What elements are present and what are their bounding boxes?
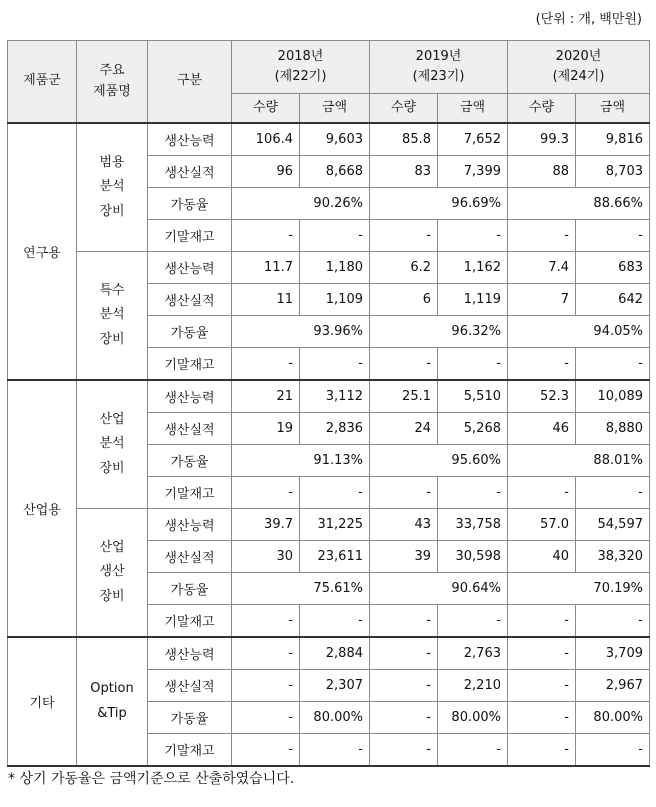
value-cell: - — [508, 220, 576, 252]
header-amount: 금액 — [300, 94, 370, 124]
row-label: 가동율 — [148, 702, 232, 734]
value-cell: 99.3 — [508, 123, 576, 156]
value-cell: 2,307 — [300, 670, 370, 702]
value-cell: 8,880 — [576, 413, 650, 445]
value-cell: 7,399 — [438, 156, 508, 188]
value-cell: 38,320 — [576, 541, 650, 573]
table-row — [8, 123, 650, 156]
value-cell: - — [508, 477, 576, 509]
value-cell: 2,884 — [300, 637, 370, 670]
row-label: 기말재고 — [148, 477, 232, 509]
header-qty: 수량 — [370, 94, 438, 124]
value-cell: - — [438, 348, 508, 381]
value-cell: 88 — [508, 156, 576, 188]
value-cell: 8,703 — [576, 156, 650, 188]
utilization-cell: 96.32% — [370, 316, 508, 348]
value-cell: 6 — [370, 284, 438, 316]
unit-note: (단위 : 개, 백만원) — [535, 12, 642, 27]
product-group: 기타 — [8, 637, 77, 766]
row-label: 기말재고 — [148, 734, 232, 767]
value-cell: 21 — [232, 380, 300, 413]
utilization-cell: 91.13% — [232, 445, 370, 477]
value-cell: - — [576, 220, 650, 252]
row-label: 가동율 — [148, 573, 232, 605]
value-cell: 80.00% — [300, 702, 370, 734]
row-label: 생산능력 — [148, 509, 232, 541]
row-label: 기말재고 — [148, 220, 232, 252]
value-cell: 8,668 — [300, 156, 370, 188]
value-cell: 96 — [232, 156, 300, 188]
value-cell: - — [576, 348, 650, 381]
value-cell: 39 — [370, 541, 438, 573]
value-cell: 40 — [508, 541, 576, 573]
header-amount: 금액 — [438, 94, 508, 124]
value-cell: 106.4 — [232, 123, 300, 156]
utilization-cell: 88.66% — [508, 188, 650, 220]
value-cell: - — [232, 605, 300, 638]
value-cell: - — [300, 605, 370, 638]
header-category: 구분 — [148, 41, 232, 124]
value-cell: 5,510 — [438, 380, 508, 413]
row-label: 생산능력 — [148, 637, 232, 670]
value-cell: 9,816 — [576, 123, 650, 156]
value-cell: 43 — [370, 509, 438, 541]
header-amount: 금액 — [576, 94, 650, 124]
product-group: 연구용 — [8, 123, 77, 380]
row-label: 기말재고 — [148, 348, 232, 381]
row-label: 가동율 — [148, 445, 232, 477]
value-cell: - — [300, 477, 370, 509]
value-cell: 39.7 — [232, 509, 300, 541]
product-group: 산업용 — [8, 380, 77, 637]
table-row — [8, 380, 650, 413]
header-year-2018: 2018년 (제22기) — [232, 41, 370, 94]
value-cell: - — [438, 605, 508, 638]
value-cell: - — [232, 220, 300, 252]
value-cell: - — [300, 734, 370, 767]
row-label: 생산능력 — [148, 123, 232, 156]
value-cell: - — [370, 605, 438, 638]
value-cell: 2,210 — [438, 670, 508, 702]
header-year-2019: 2019년 (제23기) — [370, 41, 508, 94]
value-cell: - — [576, 734, 650, 767]
value-cell: 1,180 — [300, 252, 370, 284]
value-cell: - — [576, 605, 650, 638]
value-cell: - — [232, 637, 300, 670]
header-product: 주요 제품명 — [77, 41, 148, 124]
value-cell: 7 — [508, 284, 576, 316]
header-group: 제품군 — [8, 41, 77, 124]
table-row — [8, 252, 650, 284]
value-cell: 6.2 — [370, 252, 438, 284]
value-cell: 2,967 — [576, 670, 650, 702]
value-cell: - — [370, 477, 438, 509]
value-cell: - — [370, 670, 438, 702]
value-cell: - — [370, 220, 438, 252]
value-cell: 9,603 — [300, 123, 370, 156]
value-cell: 11 — [232, 284, 300, 316]
product-name: Option &Tip — [77, 637, 148, 766]
value-cell: - — [438, 734, 508, 767]
utilization-cell: 70.19% — [508, 573, 650, 605]
value-cell: 85.8 — [370, 123, 438, 156]
value-cell: - — [300, 348, 370, 381]
value-cell: - — [232, 348, 300, 381]
row-label: 생산능력 — [148, 380, 232, 413]
row-label: 생산능력 — [148, 252, 232, 284]
value-cell: 83 — [370, 156, 438, 188]
value-cell: 80.00% — [438, 702, 508, 734]
value-cell: - — [232, 734, 300, 767]
row-label: 생산실적 — [148, 413, 232, 445]
table-row — [8, 509, 650, 541]
utilization-cell: 96.69% — [370, 188, 508, 220]
utilization-cell: 88.01% — [508, 445, 650, 477]
value-cell: - — [370, 702, 438, 734]
value-cell: 23,611 — [300, 541, 370, 573]
value-cell: 5,268 — [438, 413, 508, 445]
row-label: 가동율 — [148, 316, 232, 348]
value-cell: - — [370, 348, 438, 381]
value-cell: 2,763 — [438, 637, 508, 670]
value-cell: 3,709 — [576, 637, 650, 670]
value-cell: 80.00% — [576, 702, 650, 734]
value-cell: 1,119 — [438, 284, 508, 316]
production-table — [7, 40, 650, 767]
header-qty: 수량 — [508, 94, 576, 124]
value-cell: 57.0 — [508, 509, 576, 541]
table-row — [8, 637, 650, 670]
value-cell: - — [232, 702, 300, 734]
value-cell: 683 — [576, 252, 650, 284]
value-cell: - — [576, 477, 650, 509]
value-cell: 642 — [576, 284, 650, 316]
utilization-cell: 95.60% — [370, 445, 508, 477]
value-cell: - — [438, 477, 508, 509]
row-label: 생산실적 — [148, 156, 232, 188]
value-cell: - — [508, 670, 576, 702]
value-cell: 30,598 — [438, 541, 508, 573]
header-year-2020: 2020년 (제24기) — [508, 41, 650, 94]
value-cell: 10,089 — [576, 380, 650, 413]
row-label: 가동율 — [148, 188, 232, 220]
product-name: 범용 분석 장비 — [77, 123, 148, 252]
footnote: * 상기 가동율은 금액기준으로 산출하였습니다. — [8, 771, 295, 787]
value-cell: - — [300, 220, 370, 252]
header-qty: 수량 — [232, 94, 300, 124]
utilization-cell: 75.61% — [232, 573, 370, 605]
row-label: 생산실적 — [148, 670, 232, 702]
value-cell: - — [370, 734, 438, 767]
value-cell: 24 — [370, 413, 438, 445]
row-label: 기말재고 — [148, 605, 232, 638]
value-cell: 3,112 — [300, 380, 370, 413]
utilization-cell: 93.96% — [232, 316, 370, 348]
value-cell: 31,225 — [300, 509, 370, 541]
value-cell: 2,836 — [300, 413, 370, 445]
value-cell: 54,597 — [576, 509, 650, 541]
value-cell: 7,652 — [438, 123, 508, 156]
value-cell: - — [232, 477, 300, 509]
product-name: 산업 분석 장비 — [77, 380, 148, 509]
value-cell: - — [232, 670, 300, 702]
row-label: 생산실적 — [148, 541, 232, 573]
product-name: 산업 생산 장비 — [77, 509, 148, 638]
value-cell: - — [508, 702, 576, 734]
product-name: 특수 분석 장비 — [77, 252, 148, 381]
value-cell: 7.4 — [508, 252, 576, 284]
value-cell: 30 — [232, 541, 300, 573]
value-cell: 1,109 — [300, 284, 370, 316]
utilization-cell: 90.26% — [232, 188, 370, 220]
value-cell: - — [370, 637, 438, 670]
value-cell: - — [508, 734, 576, 767]
value-cell: 46 — [508, 413, 576, 445]
utilization-cell: 94.05% — [508, 316, 650, 348]
value-cell: - — [508, 348, 576, 381]
value-cell: 33,758 — [438, 509, 508, 541]
value-cell: 11.7 — [232, 252, 300, 284]
value-cell: - — [438, 220, 508, 252]
value-cell: 52.3 — [508, 380, 576, 413]
value-cell: - — [508, 637, 576, 670]
row-label: 생산실적 — [148, 284, 232, 316]
value-cell: 1,162 — [438, 252, 508, 284]
utilization-cell: 90.64% — [370, 573, 508, 605]
value-cell: 19 — [232, 413, 300, 445]
value-cell: - — [508, 605, 576, 638]
value-cell: 25.1 — [370, 380, 438, 413]
